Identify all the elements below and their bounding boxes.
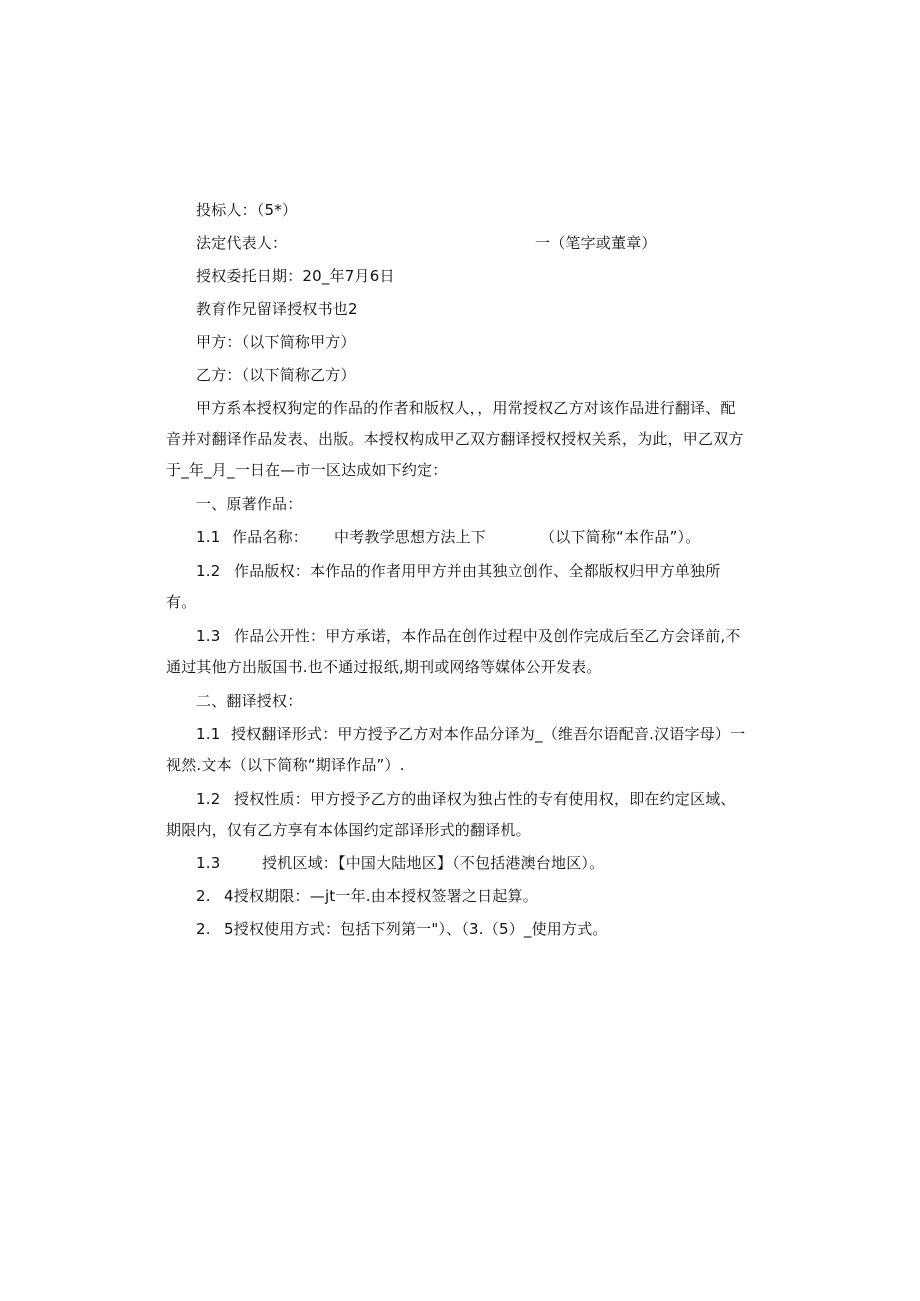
s2-item-1-3-num: 1.3 bbox=[196, 854, 221, 872]
s1-item-1-2-line-2: 有。 bbox=[166, 593, 197, 611]
s1-item-1-1-note: （以下简称“本作品”）。 bbox=[540, 528, 701, 546]
party-a-line: 甲方：（以下简称甲方） bbox=[196, 333, 356, 351]
s1-item-1-1-num: 1.1 bbox=[196, 528, 221, 546]
s1-item-1-3-line-2: 通过其他方出版国书.也不通过报纸,期刊或网络等媒体公开发表。 bbox=[166, 658, 602, 676]
bidder-line: 投标人：（5*） bbox=[196, 201, 298, 219]
document-title: 教育作兄留译授权书也2 bbox=[196, 300, 358, 318]
s2-item-2-4-num: 2. bbox=[196, 887, 211, 905]
s1-item-1-2-line-1: 作品版权：本作品的作者用甲方并由其独立创作、全都版权归甲方单独所 bbox=[234, 562, 721, 580]
s1-item-1-1-value: 中考教学思想方法上下 bbox=[334, 528, 487, 546]
s2-item-1-2-num: 1.2 bbox=[196, 790, 221, 808]
intro-line-2: 音并对翻译作品发表、出版。本授权构成甲乙双方翻译授权授权关系，为此，甲乙双方 bbox=[166, 430, 744, 448]
section-1-heading: 一、原著作品： bbox=[196, 495, 303, 513]
s1-item-1-1-label: 作品名称： bbox=[232, 528, 309, 546]
s1-item-1-3-line-1: 作品公开性：甲方承诺，本作品在创作过程中及创作完成后至乙方会译前,不 bbox=[234, 627, 741, 645]
party-b-line: 乙方：（以下简称乙方） bbox=[196, 366, 356, 384]
s1-item-1-3-num: 1.3 bbox=[196, 627, 221, 645]
intro-line-1: 甲方系本授权狗定的作品的作者和版权人，，用常授权乙方对该作品进行翻译、配 bbox=[196, 399, 736, 417]
s2-item-1-2-line-2: 期限内，仅有乙方享有本体国约定部译形式的翻译机。 bbox=[166, 821, 531, 839]
s2-item-1-1-line-1: 授权翻译形式：甲方授予乙方对本作品分译为_（维吾尔语配音.汉语字母）一 bbox=[231, 725, 746, 743]
legal-rep-label: 法定代表人： bbox=[196, 234, 288, 252]
s2-item-2-5-text: 5授权使用方式：包括下列第一"）、（3.（5）_使用方式。 bbox=[224, 920, 608, 938]
s2-item-1-3-text: 授机区域：【中国大陆地区】（不包括港澳台地区）。 bbox=[262, 854, 605, 872]
s2-item-1-1-num: 1.1 bbox=[196, 725, 221, 743]
s2-item-1-2-line-1: 授权性质：甲方授予乙方的曲译权为独占性的专有使用权，即在约定区域、 bbox=[234, 790, 736, 808]
intro-line-3: 于_年_月_一日在—市一区达成如下约定： bbox=[166, 461, 448, 479]
s2-item-1-1-line-2: 视然.文本（以下简称“期译作品”）. bbox=[166, 756, 405, 774]
s2-item-2-5-num: 2. bbox=[196, 920, 211, 938]
s1-item-1-2-num: 1.2 bbox=[196, 562, 221, 580]
auth-date-line: 授权委托日期：20_年7月6日 bbox=[196, 267, 395, 285]
legal-rep-signature: 一（笔字或董章） bbox=[535, 234, 657, 252]
section-2-heading: 二、翻译授权： bbox=[196, 692, 303, 710]
s2-item-2-4-text: 4授权期限：—jt一年.由本授权签署之日起算。 bbox=[224, 887, 538, 905]
